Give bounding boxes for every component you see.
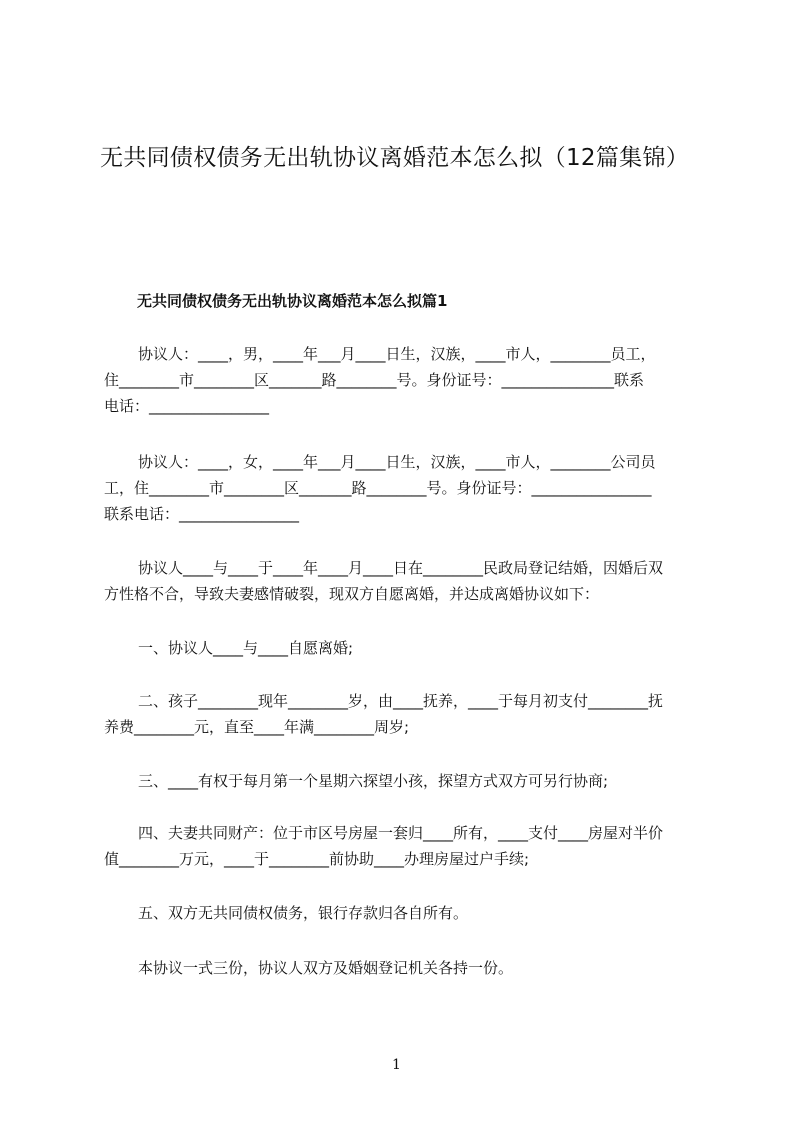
paragraph-line: 工，住________市________区_______路________号。身份证号：________________ (104, 479, 652, 497)
paragraph-line: 电话：________________ (104, 397, 270, 415)
paragraph-line: 住________市________区_______路________号。身份证号：_______________联系 (104, 371, 645, 389)
paragraph-line: 值________万元，____于________前协助____办理房屋过户手续; (104, 850, 530, 868)
paragraph-line: 四、夫妻共同财产：位于市区号房屋一套归____所有，____支付____房屋对半价 (138, 824, 664, 842)
paragraph-line: 五、双方无共同债权债务，银行存款归各自所有。 (138, 904, 469, 922)
paragraph-line: 方性格不合，导致夫妻感情破裂，现双方自愿离婚，并达成离婚协议如下： (104, 585, 600, 603)
clause-4-paragraph (104, 820, 700, 872)
clause-2-paragraph (104, 688, 700, 740)
paragraph-line: 本协议一式三份，协议人双方及婚姻登记机关各持一份。 (138, 959, 514, 977)
paragraph-line: 联系电话：________________ (104, 505, 300, 523)
clause-3-paragraph (104, 768, 700, 794)
paragraph-line: 养费________元，直至____年满________周岁; (104, 718, 410, 736)
paragraph-line: 三、____有权于每月第一个星期六探望小孩，探望方式双方可另行协商; (138, 772, 609, 790)
closing-paragraph (104, 955, 700, 981)
paragraph-line: 协议人____与____于____年____月____日在________民政局登记结婚，因婚后双 (138, 559, 664, 577)
document-title: 无共同债权债务无出轨协议离婚范本怎么拟（12篇集锦） (100, 145, 690, 171)
marriage-statement-paragraph (104, 555, 700, 607)
party-female-paragraph (104, 449, 700, 527)
party-male-paragraph (104, 341, 700, 419)
clause-5-paragraph (104, 900, 700, 926)
paragraph-line: 一、协议人____与____自愿离婚; (138, 639, 354, 657)
page-number: 1 (392, 1057, 401, 1073)
section-heading: 无共同债权债务无出轨协议离婚范本怎么拟篇1 (137, 292, 448, 310)
clause-1-paragraph (104, 635, 700, 661)
paragraph-line: 协议人：____，男，____年___月____日生，汉族，____市人，________员工， (138, 345, 656, 363)
paragraph-line: 二、孩子________现年________岁，由____抚养，____于每月初支付________抚 (138, 692, 664, 710)
paragraph-line: 协议人：____，女，____年___月____日生，汉族，____市人，________公司员 (138, 453, 656, 471)
